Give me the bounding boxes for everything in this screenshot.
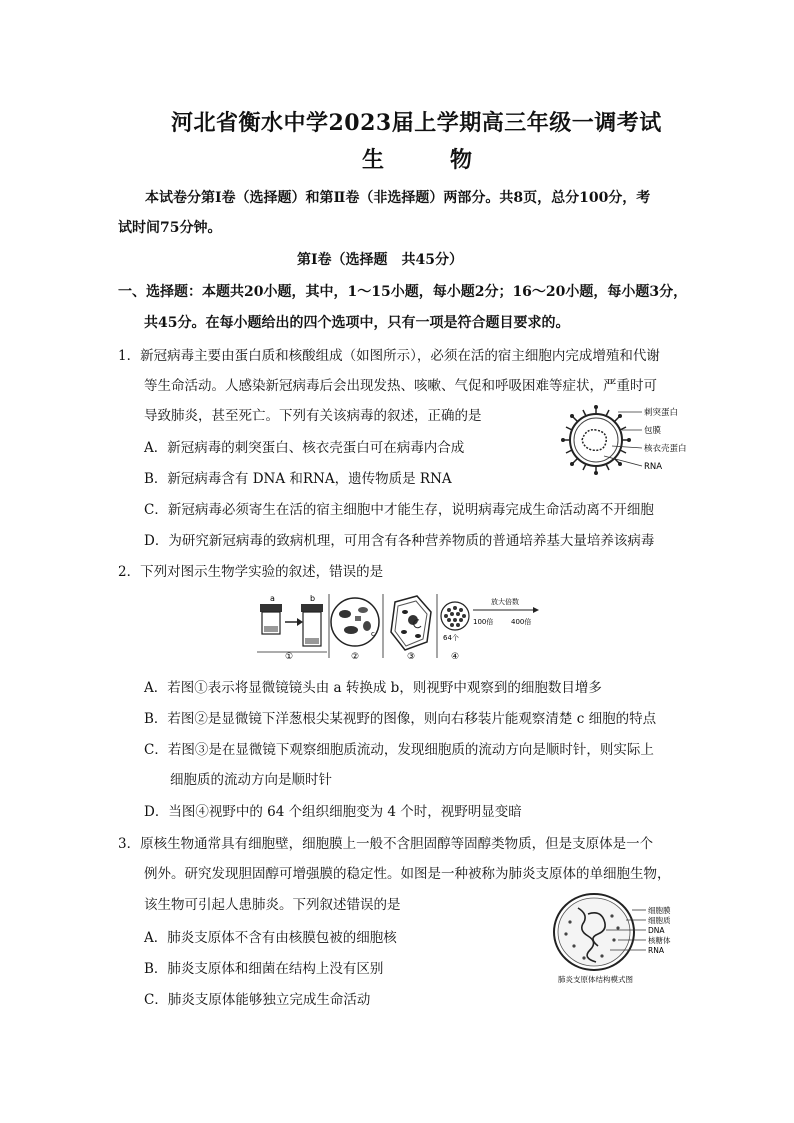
myco-figure-caption: 肺炎支原体结构模式图 bbox=[558, 975, 633, 984]
lens-a-cap bbox=[260, 604, 282, 612]
q2-option-c-line-2: 细胞质的流动方向是顺时针 bbox=[170, 772, 332, 788]
q1-option-c: C．新冠病毒必须寄生在活的宿主细胞中才能生存，说明病毒完成生命活动离不开细胞 bbox=[144, 502, 654, 518]
panel-3-label: ③ bbox=[407, 652, 416, 662]
mycoplasma-diagram bbox=[548, 888, 698, 988]
q2-option-c-line-1: C．若图③是在显微镜下观察细胞质流动，发现细胞质的流动方向是顺时针，则实际上 bbox=[144, 742, 654, 758]
cell-count-label: 64个 bbox=[443, 634, 459, 642]
myco-label-ribosome: 核糖体 bbox=[648, 936, 671, 945]
q3-option-a: A．肺炎支原体不含有由核膜包被的细胞核 bbox=[144, 930, 397, 946]
q1-stem-line-3: 导致肺炎，甚至死亡。下列有关该病毒的叙述，正确的是 bbox=[144, 408, 482, 424]
q3-stem-line-2: 例外。研究发现胆固醇可增强膜的稳定性。如图是一种被称为肺炎支原体的单细胞生物， bbox=[144, 866, 671, 882]
magnification-low: 100倍 bbox=[473, 618, 494, 626]
virus-label-spike: 刺突蛋白 bbox=[644, 408, 679, 418]
lens-b-cap bbox=[301, 604, 323, 612]
page-title: 河北省衡水中学2023届上学期高三年级一调考试 bbox=[171, 110, 662, 136]
myco-label-rna: RNA bbox=[648, 946, 664, 955]
q1-option-a: A．新冠病毒的刺突蛋白、核衣壳蛋白可在病毒内合成 bbox=[144, 440, 465, 456]
q3-option-b: B．肺炎支原体和细菌在结构上没有区别 bbox=[144, 961, 384, 977]
intro-line-1: 本试卷分第Ⅰ卷（选择题）和第Ⅱ卷（非选择题）两部分。共8页，总分100分，考 bbox=[145, 190, 651, 206]
figure-panel-2 bbox=[331, 594, 383, 662]
virus-diagram bbox=[560, 400, 710, 480]
myco-label-cytoplasm: 细胞质 bbox=[648, 916, 671, 925]
section-instruction-2: 共45分。在每小题给出的四个选项中，只有一项是符合题目要求的。 bbox=[144, 315, 570, 331]
lens-a-label: a bbox=[270, 594, 275, 603]
q1-stem-line-1: 1．新冠病毒主要由蛋白质和核酸组成（如图所示），必须在活的宿主细胞内完成增殖和代谢 bbox=[118, 348, 660, 364]
microscope-experiment-figure bbox=[255, 592, 540, 662]
myco-label-membrane: 细胞膜 bbox=[648, 906, 671, 915]
q3-option-c: C．肺炎支原体能够独立完成生命活动 bbox=[144, 992, 371, 1008]
section-title: 第Ⅰ卷（选择题 共45分） bbox=[297, 252, 464, 268]
magnification-high: 400倍 bbox=[511, 618, 532, 626]
virus-label-rna: RNA bbox=[644, 462, 663, 472]
figure-panel-3 bbox=[391, 594, 437, 662]
arrow-icon bbox=[533, 607, 539, 613]
section-instruction-1: 一、选择题：本题共20小题，其中，1～15小题，每小题2分；16～20小题，每小题3分， bbox=[118, 284, 688, 300]
mycoplasma-cell bbox=[554, 894, 634, 970]
q3-stem-line-1: 3．原核生物通常具有细胞壁，细胞膜上一般不含胆固醇等固醇类物质，但是支原体是一个 bbox=[118, 836, 654, 852]
subject-title: 生 物 bbox=[362, 147, 495, 173]
panel-1-label: ① bbox=[285, 652, 294, 662]
panel-2-label: ② bbox=[351, 652, 360, 662]
q2-option-d: D．当图④视野中的 64 个组织细胞变为 4 个时，视野明显变暗 bbox=[144, 804, 522, 820]
q2-option-a: A．若图①表示将显微镜镜头由 a 转换成 b，则视野中观察到的细胞数目增多 bbox=[144, 680, 602, 696]
q2-stem: 2．下列对图示生物学实验的叙述，错误的是 bbox=[118, 564, 384, 580]
q3-stem-line-3: 该生物可引起人患肺炎。下列叙述错误的是 bbox=[144, 897, 401, 913]
q1-option-d: D．为研究新冠病毒的致病机理，可用含有各种营养物质的普通培养基大量培养该病毒 bbox=[144, 533, 655, 549]
intro-line-2: 试时间75分钟。 bbox=[118, 220, 222, 236]
q1-stem-line-2: 等生命活动。人感染新冠病毒后会出现发热、咳嗽、气促和呼吸困难等症状，严重时可 bbox=[144, 378, 657, 394]
q2-option-b: B．若图②是显微镜下洋葱根尖某视野的图像，则向右移装片能观察清楚 c 细胞的特点 bbox=[144, 711, 657, 727]
myco-label-dna: DNA bbox=[648, 926, 665, 935]
panel-4-label: ④ bbox=[451, 652, 460, 662]
virus-label-capsid: 核衣壳蛋白 bbox=[644, 444, 687, 454]
magnification-label: 放大倍数 bbox=[491, 598, 519, 606]
figure-panel-4 bbox=[441, 597, 539, 662]
q1-option-b: B．新冠病毒含有 DNA 和RNA，遗传物质是 RNA bbox=[144, 471, 452, 487]
cell-c-label: c bbox=[371, 630, 375, 638]
virus-body bbox=[561, 405, 631, 475]
virus-label-envelope: 包膜 bbox=[644, 426, 662, 436]
figure-panel-1 bbox=[257, 594, 329, 662]
lens-b-label: b bbox=[310, 594, 316, 603]
